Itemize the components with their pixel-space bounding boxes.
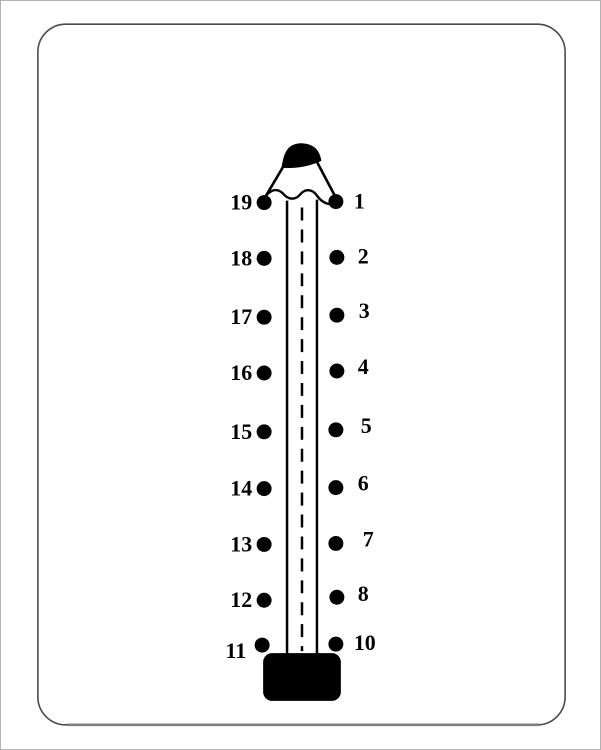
dot-number-label-5: 5	[360, 412, 372, 438]
dot-3[interactable]	[329, 308, 344, 323]
dots-layer	[225, 189, 375, 663]
pencil-drawing	[263, 143, 341, 701]
dot-number-label-4: 4	[357, 354, 369, 380]
dot-10[interactable]	[328, 637, 343, 652]
dot-number-label-15: 15	[230, 418, 253, 444]
dot-12[interactable]	[257, 593, 272, 608]
pencil-lead	[282, 143, 322, 168]
dot-number-label-8: 8	[357, 581, 369, 607]
dot-14[interactable]	[257, 481, 272, 496]
dot-number-label-17: 17	[230, 304, 253, 330]
dot-4[interactable]	[329, 364, 344, 379]
dot-number-label-6: 6	[357, 470, 369, 496]
dot-2[interactable]	[329, 250, 344, 265]
worksheet-frame	[38, 24, 565, 725]
dot-11[interactable]	[255, 638, 270, 653]
dot-6[interactable]	[328, 480, 343, 495]
dot-number-label-13: 13	[230, 531, 253, 557]
dot-19[interactable]	[257, 195, 272, 210]
dot-18[interactable]	[257, 251, 272, 266]
dot-number-label-10: 10	[353, 630, 376, 656]
dot-number-label-14: 14	[230, 475, 253, 501]
dot-number-label-1: 1	[353, 188, 365, 214]
pencil-tip-wavy-edge	[263, 190, 336, 204]
dot-number-label-7: 7	[362, 526, 374, 552]
dot-8[interactable]	[329, 590, 344, 605]
dot-5[interactable]	[328, 422, 343, 437]
dot-16[interactable]	[257, 366, 272, 381]
dot-7[interactable]	[328, 536, 343, 551]
worksheet-canvas	[1, 1, 600, 749]
dot-number-label-18: 18	[230, 245, 253, 271]
dot-17[interactable]	[257, 310, 272, 325]
dot-13[interactable]	[257, 537, 272, 552]
dot-number-label-12: 12	[230, 587, 253, 613]
pencil-eraser	[263, 653, 341, 701]
dot-number-label-2: 2	[357, 243, 369, 269]
dot-1[interactable]	[328, 194, 343, 209]
dot-number-label-19: 19	[230, 189, 253, 215]
dot-15[interactable]	[257, 424, 272, 439]
dot-number-label-11: 11	[225, 638, 247, 664]
dot-number-label-16: 16	[230, 359, 253, 385]
dot-number-label-3: 3	[358, 298, 370, 324]
